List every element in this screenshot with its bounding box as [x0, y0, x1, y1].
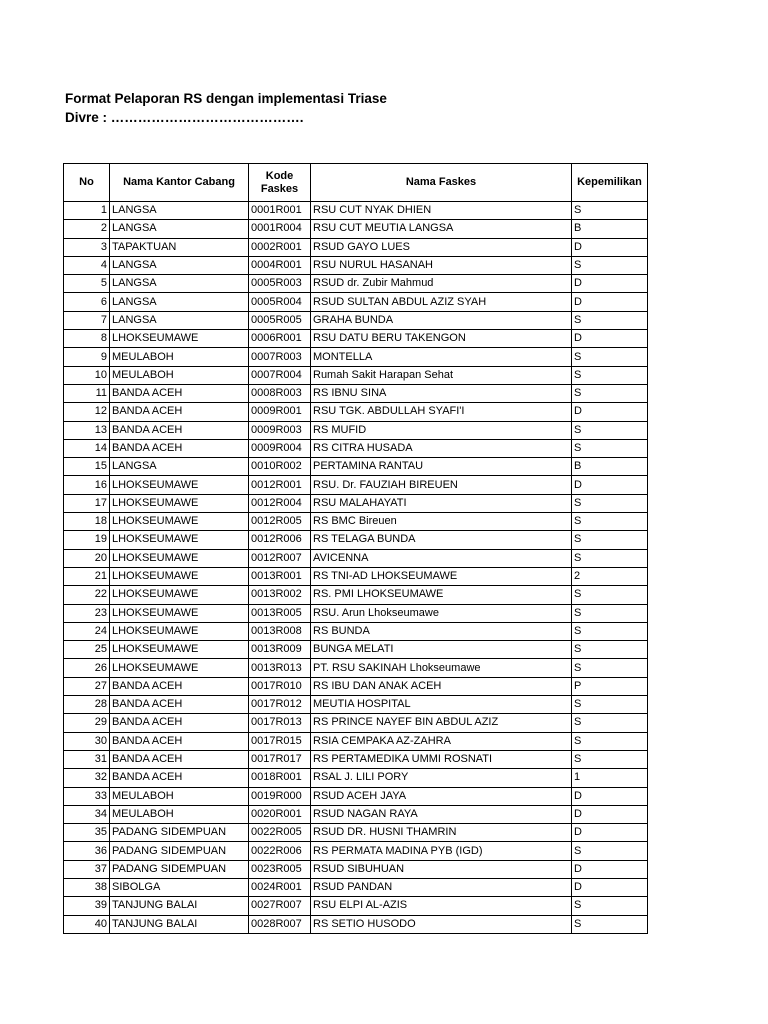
cell-no: 24 [64, 622, 110, 640]
cell-kode: 0006R001 [249, 330, 311, 348]
table-row [64, 384, 648, 402]
cell-cabang: BANDA ACEH [110, 714, 249, 732]
cell-faskes: RSU. Dr. FAUZIAH BIREUEN [311, 476, 572, 494]
cell-faskes: PT. RSU SAKINAH Lhokseumawe [311, 659, 572, 677]
hospital-report-table [63, 163, 648, 934]
cell-no: 15 [64, 458, 110, 476]
cell-kode: 0004R001 [249, 256, 311, 274]
table-row [64, 439, 648, 457]
table-row [64, 659, 648, 677]
cell-kepemilikan: S [572, 659, 648, 677]
cell-no: 8 [64, 330, 110, 348]
cell-faskes: RSU DATU BERU TAKENGON [311, 330, 572, 348]
table-row [64, 641, 648, 659]
table-body [64, 202, 648, 934]
cell-faskes: AVICENNA [311, 549, 572, 567]
cell-kode: 0012R004 [249, 494, 311, 512]
cell-cabang: BANDA ACEH [110, 677, 249, 695]
cell-kepemilikan: S [572, 897, 648, 915]
cell-no: 36 [64, 842, 110, 860]
table-row [64, 256, 648, 274]
table-row [64, 567, 648, 585]
cell-kode: 0013R008 [249, 622, 311, 640]
cell-kode: 0008R003 [249, 384, 311, 402]
table-row [64, 220, 648, 238]
cell-no: 10 [64, 366, 110, 384]
table-row [64, 275, 648, 293]
cell-kode: 0013R013 [249, 659, 311, 677]
cell-cabang: MEULABOH [110, 366, 249, 384]
table-row [64, 476, 648, 494]
cell-faskes: RS CITRA HUSADA [311, 439, 572, 457]
cell-faskes: RSUD NAGAN RAYA [311, 805, 572, 823]
cell-kode: 0017R015 [249, 732, 311, 750]
cell-kode: 0013R005 [249, 604, 311, 622]
cell-kepemilikan: S [572, 439, 648, 457]
table-row [64, 458, 648, 476]
cell-kepemilikan: S [572, 384, 648, 402]
cell-no: 38 [64, 878, 110, 896]
cell-kepemilikan: D [572, 476, 648, 494]
cell-faskes: RSU NURUL HASANAH [311, 256, 572, 274]
table-header-row [64, 164, 648, 202]
cell-faskes: RSU CUT NYAK DHIEN [311, 202, 572, 220]
table-row [64, 714, 648, 732]
table-row [64, 696, 648, 714]
cell-no: 28 [64, 696, 110, 714]
divre-line: Divre : ……………………………………. [65, 110, 304, 125]
cell-no: 12 [64, 403, 110, 421]
cell-faskes: GRAHA BUNDA [311, 311, 572, 329]
cell-no: 14 [64, 439, 110, 457]
cell-kode: 0019R000 [249, 787, 311, 805]
cell-kepemilikan: S [572, 202, 648, 220]
cell-no: 33 [64, 787, 110, 805]
cell-faskes: RS BMC Bireuen [311, 513, 572, 531]
cell-kepemilikan: S [572, 604, 648, 622]
cell-kepemilikan: S [572, 641, 648, 659]
cell-kepemilikan: D [572, 805, 648, 823]
cell-kepemilikan: S [572, 366, 648, 384]
cell-kode: 0010R002 [249, 458, 311, 476]
cell-cabang: LHOKSEUMAWE [110, 567, 249, 585]
cell-kepemilikan: S [572, 732, 648, 750]
cell-cabang: LHOKSEUMAWE [110, 586, 249, 604]
document-title: Format Pelaporan RS dengan implementasi Triase [65, 91, 387, 106]
table-row [64, 531, 648, 549]
cell-faskes: RSAL J. LILI PORY [311, 769, 572, 787]
cell-kode: 0017R017 [249, 750, 311, 768]
cell-kepemilikan: P [572, 677, 648, 695]
cell-faskes: RS TELAGA BUNDA [311, 531, 572, 549]
table-row [64, 787, 648, 805]
cell-kode: 0012R005 [249, 513, 311, 531]
cell-no: 32 [64, 769, 110, 787]
cell-kepemilikan: S [572, 494, 648, 512]
cell-faskes: RS BUNDA [311, 622, 572, 640]
cell-kode: 0017R010 [249, 677, 311, 695]
cell-no: 25 [64, 641, 110, 659]
cell-no: 13 [64, 421, 110, 439]
cell-faskes: RSUD SIBUHUAN [311, 860, 572, 878]
cell-kepemilikan: S [572, 750, 648, 768]
cell-faskes: RS IBNU SINA [311, 384, 572, 402]
cell-kode: 0009R003 [249, 421, 311, 439]
cell-kode: 0002R001 [249, 238, 311, 256]
cell-cabang: LHOKSEUMAWE [110, 531, 249, 549]
cell-kepemilikan: S [572, 915, 648, 933]
table-row [64, 769, 648, 787]
cell-kode: 0020R001 [249, 805, 311, 823]
cell-no: 22 [64, 586, 110, 604]
table-row [64, 238, 648, 256]
table-row [64, 842, 648, 860]
table-row [64, 293, 648, 311]
cell-no: 6 [64, 293, 110, 311]
cell-kepemilikan: S [572, 714, 648, 732]
cell-faskes: RSUD GAYO LUES [311, 238, 572, 256]
cell-cabang: MEULABOH [110, 805, 249, 823]
cell-faskes: RSUD DR. HUSNI THAMRIN [311, 824, 572, 842]
cell-cabang: LHOKSEUMAWE [110, 513, 249, 531]
cell-faskes: RSU ELPI AL-AZIS [311, 897, 572, 915]
table-row [64, 513, 648, 531]
cell-kepemilikan: S [572, 513, 648, 531]
cell-kepemilikan: 1 [572, 769, 648, 787]
document-heading [65, 89, 387, 127]
cell-cabang: BANDA ACEH [110, 439, 249, 457]
cell-no: 7 [64, 311, 110, 329]
cell-kode: 0012R007 [249, 549, 311, 567]
cell-faskes: RSUD PANDAN [311, 878, 572, 896]
cell-kode: 0001R004 [249, 220, 311, 238]
cell-kepemilikan: S [572, 421, 648, 439]
cell-cabang: MEULABOH [110, 348, 249, 366]
cell-faskes: RSIA CEMPAKA AZ-ZAHRA [311, 732, 572, 750]
cell-no: 31 [64, 750, 110, 768]
cell-faskes: RSU TGK. ABDULLAH SYAFI'I [311, 403, 572, 421]
cell-faskes: PERTAMINA RANTAU [311, 458, 572, 476]
header-kepemilikan: Kepemilikan [572, 164, 648, 202]
cell-faskes: RSUD SULTAN ABDUL AZIZ SYAH [311, 293, 572, 311]
table-row [64, 750, 648, 768]
header-kode [249, 164, 311, 202]
cell-cabang: BANDA ACEH [110, 403, 249, 421]
cell-cabang: LANGSA [110, 202, 249, 220]
cell-no: 3 [64, 238, 110, 256]
cell-kepemilikan: S [572, 348, 648, 366]
header-cabang: Nama Kantor Cabang [110, 164, 249, 202]
cell-kepemilikan: D [572, 330, 648, 348]
cell-cabang: SIBOLGA [110, 878, 249, 896]
cell-cabang: LANGSA [110, 458, 249, 476]
header-kode-text: Kode Faskes [260, 169, 299, 195]
header-no: No [64, 164, 110, 202]
cell-kepemilikan: D [572, 878, 648, 896]
table-row [64, 366, 648, 384]
cell-kepemilikan: S [572, 622, 648, 640]
cell-kode: 0009R004 [249, 439, 311, 457]
cell-kepemilikan: B [572, 458, 648, 476]
cell-kepemilikan: S [572, 531, 648, 549]
cell-kepemilikan: S [572, 842, 648, 860]
cell-faskes: RS PERTAMEDIKA UMMI ROSNATI [311, 750, 572, 768]
cell-kepemilikan: D [572, 275, 648, 293]
cell-no: 39 [64, 897, 110, 915]
cell-kode: 0023R005 [249, 860, 311, 878]
cell-cabang: LHOKSEUMAWE [110, 330, 249, 348]
cell-kode: 0012R006 [249, 531, 311, 549]
cell-no: 5 [64, 275, 110, 293]
cell-cabang: PADANG SIDEMPUAN [110, 824, 249, 842]
cell-cabang: PADANG SIDEMPUAN [110, 842, 249, 860]
table-row [64, 403, 648, 421]
cell-kode: 0007R003 [249, 348, 311, 366]
cell-no: 21 [64, 567, 110, 585]
cell-no: 19 [64, 531, 110, 549]
header-faskes: Nama Faskes [311, 164, 572, 202]
cell-kode: 0024R001 [249, 878, 311, 896]
cell-faskes: MONTELLA [311, 348, 572, 366]
cell-no: 23 [64, 604, 110, 622]
table-row [64, 915, 648, 933]
cell-kode: 0017R012 [249, 696, 311, 714]
cell-cabang: PADANG SIDEMPUAN [110, 860, 249, 878]
table-row [64, 421, 648, 439]
cell-no: 20 [64, 549, 110, 567]
cell-no: 11 [64, 384, 110, 402]
cell-no: 2 [64, 220, 110, 238]
cell-kode: 0013R009 [249, 641, 311, 659]
cell-kepemilikan: S [572, 311, 648, 329]
cell-no: 29 [64, 714, 110, 732]
cell-no: 16 [64, 476, 110, 494]
cell-faskes: RS PRINCE NAYEF BIN ABDUL AZIZ [311, 714, 572, 732]
cell-kode: 0012R001 [249, 476, 311, 494]
cell-kepemilikan: S [572, 586, 648, 604]
table-row [64, 311, 648, 329]
cell-cabang: LANGSA [110, 275, 249, 293]
cell-cabang: LHOKSEUMAWE [110, 622, 249, 640]
cell-faskes: BUNGA MELATI [311, 641, 572, 659]
cell-no: 35 [64, 824, 110, 842]
cell-faskes: MEUTIA HOSPITAL [311, 696, 572, 714]
table-row [64, 805, 648, 823]
cell-cabang: BANDA ACEH [110, 696, 249, 714]
cell-cabang: TAPAKTUAN [110, 238, 249, 256]
cell-faskes: RS TNI-AD LHOKSEUMAWE [311, 567, 572, 585]
cell-cabang: BANDA ACEH [110, 750, 249, 768]
table-row [64, 897, 648, 915]
cell-kepemilikan: 2 [572, 567, 648, 585]
cell-cabang: BANDA ACEH [110, 384, 249, 402]
cell-kepemilikan: S [572, 256, 648, 274]
cell-kode: 0005R004 [249, 293, 311, 311]
table-row [64, 878, 648, 896]
cell-kepemilikan: B [572, 220, 648, 238]
cell-kode: 0013R001 [249, 567, 311, 585]
table-row [64, 622, 648, 640]
cell-no: 34 [64, 805, 110, 823]
cell-faskes: RS IBU DAN ANAK ACEH [311, 677, 572, 695]
cell-kode: 0013R002 [249, 586, 311, 604]
cell-kepemilikan: S [572, 549, 648, 567]
cell-kode: 0018R001 [249, 769, 311, 787]
cell-cabang: LHOKSEUMAWE [110, 604, 249, 622]
cell-cabang: LHOKSEUMAWE [110, 641, 249, 659]
cell-faskes: RS SETIO HUSODO [311, 915, 572, 933]
table-row [64, 860, 648, 878]
cell-cabang: BANDA ACEH [110, 421, 249, 439]
cell-cabang: LHOKSEUMAWE [110, 659, 249, 677]
cell-kode: 0017R013 [249, 714, 311, 732]
cell-kepemilikan: D [572, 787, 648, 805]
cell-kode: 0005R003 [249, 275, 311, 293]
cell-cabang: TANJUNG BALAI [110, 897, 249, 915]
cell-no: 4 [64, 256, 110, 274]
table-row [64, 549, 648, 567]
cell-cabang: LANGSA [110, 293, 249, 311]
cell-cabang: LANGSA [110, 311, 249, 329]
cell-kode: 0009R001 [249, 403, 311, 421]
cell-cabang: LANGSA [110, 220, 249, 238]
cell-faskes: RSUD dr. Zubir Mahmud [311, 275, 572, 293]
cell-kepemilikan: D [572, 860, 648, 878]
cell-kepemilikan: D [572, 403, 648, 421]
cell-faskes: RS MUFID [311, 421, 572, 439]
cell-faskes: Rumah Sakit Harapan Sehat [311, 366, 572, 384]
cell-no: 27 [64, 677, 110, 695]
cell-no: 26 [64, 659, 110, 677]
cell-cabang: LANGSA [110, 256, 249, 274]
cell-faskes: RSUD ACEH JAYA [311, 787, 572, 805]
cell-kepemilikan: D [572, 293, 648, 311]
cell-kode: 0007R004 [249, 366, 311, 384]
cell-kode: 0005R005 [249, 311, 311, 329]
cell-faskes: RS. PMI LHOKSEUMAWE [311, 586, 572, 604]
cell-cabang: TANJUNG BALAI [110, 915, 249, 933]
cell-no: 17 [64, 494, 110, 512]
cell-kode: 0022R005 [249, 824, 311, 842]
cell-no: 1 [64, 202, 110, 220]
cell-kode: 0027R007 [249, 897, 311, 915]
table-row [64, 586, 648, 604]
cell-cabang: MEULABOH [110, 787, 249, 805]
table-row [64, 732, 648, 750]
cell-faskes: RS PERMATA MADINA PYB (IGD) [311, 842, 572, 860]
cell-cabang: LHOKSEUMAWE [110, 494, 249, 512]
cell-faskes: RSU. Arun Lhokseumawe [311, 604, 572, 622]
cell-faskes: RSU MALAHAYATI [311, 494, 572, 512]
cell-no: 9 [64, 348, 110, 366]
table-row [64, 348, 648, 366]
cell-faskes: RSU CUT MEUTIA LANGSA [311, 220, 572, 238]
cell-kepemilikan: S [572, 696, 648, 714]
table-row [64, 604, 648, 622]
table-row [64, 330, 648, 348]
cell-kode: 0028R007 [249, 915, 311, 933]
table-row [64, 677, 648, 695]
cell-cabang: LHOKSEUMAWE [110, 549, 249, 567]
table-row [64, 494, 648, 512]
cell-cabang: LHOKSEUMAWE [110, 476, 249, 494]
cell-no: 18 [64, 513, 110, 531]
cell-cabang: BANDA ACEH [110, 769, 249, 787]
cell-no: 30 [64, 732, 110, 750]
cell-kepemilikan: D [572, 824, 648, 842]
cell-kepemilikan: D [572, 238, 648, 256]
cell-no: 40 [64, 915, 110, 933]
cell-kode: 0001R001 [249, 202, 311, 220]
table-row [64, 202, 648, 220]
table-row [64, 824, 648, 842]
cell-no: 37 [64, 860, 110, 878]
cell-kode: 0022R006 [249, 842, 311, 860]
cell-cabang: BANDA ACEH [110, 732, 249, 750]
